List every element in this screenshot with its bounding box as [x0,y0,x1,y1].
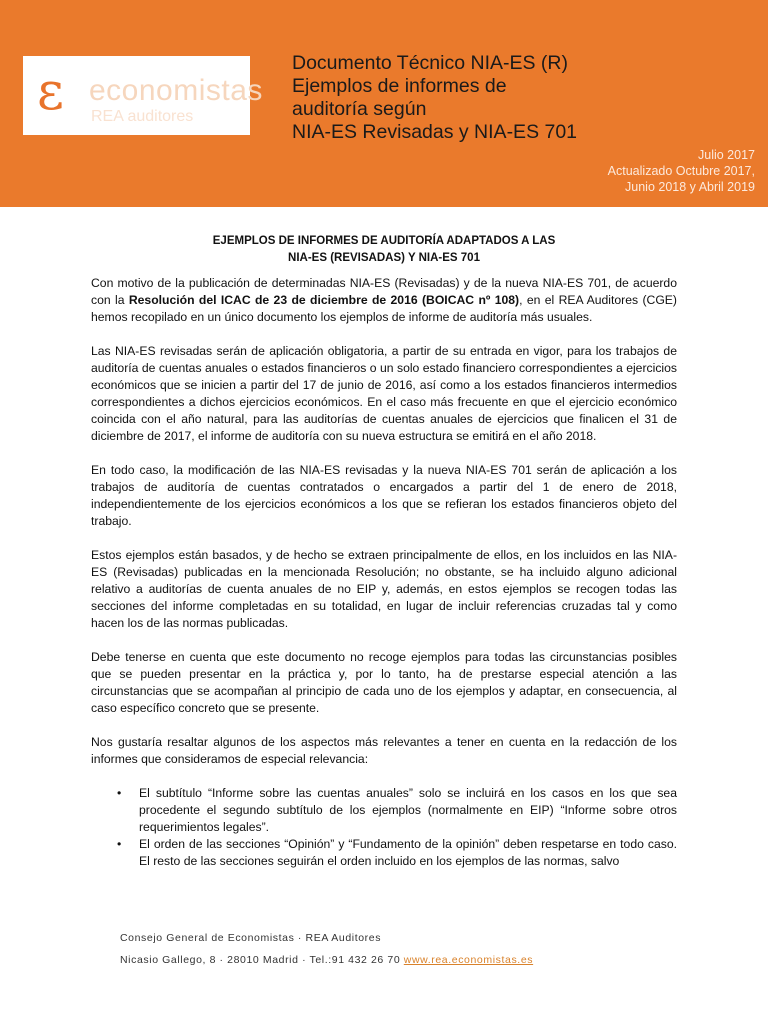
paragraph-applicability: Las NIA-ES revisadas serán de aplicación obligatoria, a partir de su entrada en vigor, para los trabajos de auditoría de cuentas anuales o estados financieros o un solo estado financiero correspondientes a ejercicios económicos que se inicien a partir del 17 de junio de 2016, así como a los estados financieros intermedios correspondientes a dichos ejercicios económicos. En el caso más frecuente en que el ejercicio económico coincida con el año natural, para las auditorías de cuentas anuales de ejercicios que finalicen el 31 de diciembre de 2017, el informe de auditoría con su nueva estructura se emitirá en el año 2018. [91,344,677,443]
paragraph-scope: En todo caso, la modificación de las NIA-ES revisadas y la nueva NIA-ES 701 serán de aplicación a los trabajos de auditoría de cuentas contratados o encargados a partir del 1 de enero de 2018, independientemente de los ejercicios económicos a los que se refieran los estados financieros objeto del trabajo. [91,463,677,528]
paragraph-disclaimer: Debe tenerse en cuenta que este documento no recoge ejemplos para todas las circunstancias posibles que se pueden presentar en la práctica y, por lo tanto, ha de prestarse especial atención a las circunstancias que se acompañan al principio de cada uno de los ejemplos y adaptar, en consecuencia, al caso específico concreto que se presente. [91,650,677,715]
resolution-reference: Resolución del ICAC de 23 de diciembre de 2016 (BOICAC nº 108) [128,293,520,307]
footer [120,931,533,967]
list-item [91,785,677,836]
list-item-text: El subtítulo “Informe sobre las cuentas anuales” solo se incluirá en los casos en los que sea procedente el segundo subtítulo de los ejemplos (normalmente en EIP) “Informe sobre otros requerimientos legales”. [139,786,677,834]
list-item-text: El orden de las secciones “Opinión” y “Fundamento de la opinión” deben respetarse en todo caso. El resto de las secciones seguirán el orden incluido en los ejemplos de las normas, salvo [139,837,677,868]
paragraph-text: , en el REA Auditores (CGE) hemos recopilado en un único documento los ejemplos de informe de auditoría más usuales. [91,293,677,324]
section-heading [0,233,768,267]
title-line: NIA-ES Revisadas y NIA-ES 701 [292,121,578,143]
paragraph-intro [91,275,677,326]
document-dates [608,147,755,195]
header-band [0,0,768,207]
heading-line: NIA-ES (REVISADAS) Y NIA-ES 701 [288,252,480,264]
bullet-icon: • [117,837,122,851]
paragraph-highlights: Nos gustaría resaltar algunos de los aspectos más relevantes a tener en cuenta en la redacción de los informes que consideramos de especial relevancia: [91,735,677,766]
address-text: Nicasio Gallego, 8 · 28010 Madrid · Tel.:91 432 26 70 [120,954,404,966]
logo-subtitle: REA auditores [91,108,194,125]
footer-organization: Consejo General de Economistas · REA Auditores [120,932,382,944]
heading-line: EJEMPLOS DE INFORMES DE AUDITORÍA ADAPTADOS A LAS [212,235,556,247]
date-line: Julio 2017 [698,148,755,162]
logo-mark-icon: ε [37,62,64,122]
paragraph-text: Con motivo de la publicación de determinadas NIA-ES (Revisadas) y de la nueva NIA-ES 701, de acuerdo con la [91,276,677,307]
logo-wordmark: economistas [89,74,263,107]
list-item [91,836,677,870]
date-line: Actualizado Octubre 2017, [607,164,755,178]
document-title [292,52,752,144]
paragraph-examples-basis: Estos ejemplos están basados, y de hecho se extraen principalmente de ellos, en los incluidos en las NIA-ES (Revisadas) publicadas en la mencionada Resolución; no obstante, se ha incluido alguno adicional relativo a auditorías de cuenta anuales de no EIP y, además, en estos ejemplos se recogen todas las secciones del informe completadas en su totalidad, en lugar de incluir referencias cruzadas tal y como hacen los de las normas publicadas. [91,548,677,630]
footer-address [120,953,533,967]
bullet-list [91,785,677,870]
title-line: Ejemplos de informes de [292,75,507,97]
logo [23,56,263,135]
date-line: Junio 2018 y Abril 2019 [625,180,755,194]
bullet-icon: • [117,786,122,800]
website-link[interactable]: www.rea.economistas.es [403,954,534,966]
title-line: Documento Técnico NIA-ES (R) [292,52,568,74]
body-text [91,275,677,870]
title-line: auditoría según [292,98,427,120]
